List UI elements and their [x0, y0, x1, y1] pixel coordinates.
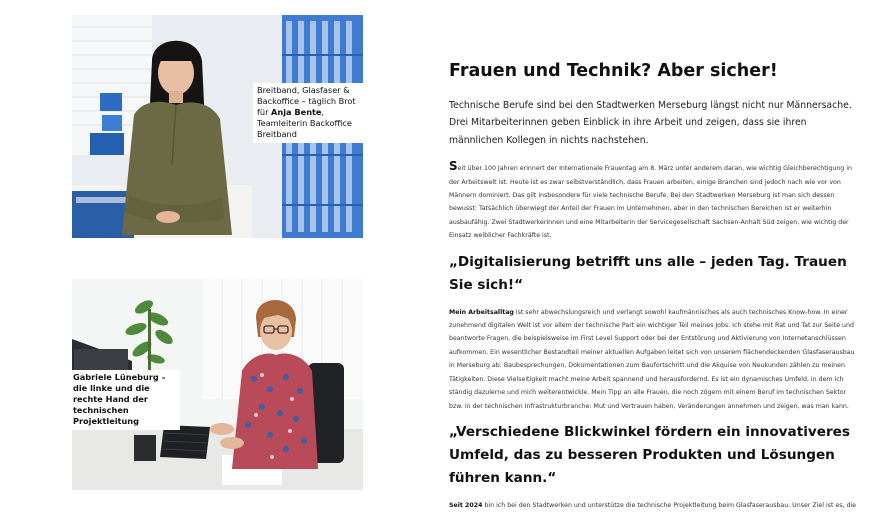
article-title: Frauen und Technik? Aber sicher!	[449, 61, 778, 81]
section-2-leadin: Seit 2024	[449, 501, 483, 509]
caption-role: , Teamleiterin Backoffice Breitband	[257, 107, 352, 139]
article-lead: Technische Berufe sind bei den Stadtwerken Merseburg längst nicht nur Männersache. Drei Mitarbeiterinnen geben Einblick in ihre Arbeit und zeigen, dass sie ihren männlichen Kollegen in nichts nachstehen.	[449, 100, 852, 146]
section-heading-2: „Verschiedene Blickwinkel fördern ein innovativeres Umfeld, das zu besseren Produkten und Lösungen führen kann.“	[449, 423, 850, 486]
drop-cap: S	[449, 159, 458, 174]
intro-text: eit über 100 Jahren erinnert der Internationale Frauentag am 8. März unter anderem daran, wie wichtig Gleichberechtigung in der Arbeitswelt ist. Heute ist es zwar selbstverständlich, dass Frauen arbeiten, einige Branchen sind jedoch nach wie vor von Männern dominiert. Das gilt insbesondere für viele technische Berufe. Bei den Stadtwerken Merseburg ist man sich dessen bewusst: Tatsächlich überwiegt der Anteil der Frauen im Unternehmen, aber in den technischen Bereichen ist er weiterhin ausbaufähig. Zwei Stadtwerkerinnen und eine Mitarbeiterin der Servicegesellschaft Sachsen-Anhalt Süd zeigen, wie wichtig der Einsatz weiblicher Fachkräfte ist.	[449, 165, 852, 240]
caption-name: Anja Bente	[271, 107, 322, 117]
photo-caption-anja-bente	[253, 83, 365, 143]
section-2-paragraph	[449, 499, 861, 512]
section-1-paragraph	[449, 306, 861, 413]
caption-text: – die linke und die rechte Hand der technischen Projektleitung	[73, 372, 166, 426]
caption-name: Gabriele Lüneburg	[73, 372, 159, 382]
article-intro-paragraph	[449, 161, 861, 242]
section-1-text: ist sehr abwechslungsreich und verlangt sowohl kaufmännisches als auch technisches Know-how. In einer zunehmend digitalen Welt ist vor allem der technische Part ein wichtiger Teil meines Jobs. Ich stehe mit Rat und Tat zur Seite und beantworte Fragen, die beispielsweise im First Level Support oder bei der Entstörung und Aktivierung von Internetanschlüssen aufkommen. Ein wesentlicher Bestandteil meiner aktuellen Aufgaben leitet sich von unserem flächendeckenden Glasfaserausbau in Merseburg ab: Baubesprechungen, Dokumentationen zum Baufortschritt und die Akquise von Neukunden zählen zu meinen Tätigkeiten. Diese Vielseitigkeit macht meine Arbeit spannend und herausfordernd. Es ist ein dynamisches Umfeld, in dem ich ständig dazulerne und mich weiterentwickle. Mein Tipp an alle Frauen, die noch zögern mit einem Beruf im technischen Sektor bzw. in der technischen Infrastrukturbranche: Mut und Vertrauen haben, Veränderungen annehmen und zeigen, was man kann.	[449, 308, 855, 410]
section-2-text: bin ich bei den Stadtwerken und unterstütze die technische Projektleitung beim Glasfaserausbau. Unser Ziel ist es, die	[482, 501, 857, 509]
caption-text: Breitband, Glasfaser & Backoffice – täglich Brot für	[257, 85, 356, 117]
photo-caption-gabriele-lueneburg	[70, 370, 180, 430]
article	[449, 58, 861, 512]
section-heading-1: „Digitalisierung betrifft uns alle – jeden Tag. Trauen Sie sich!“	[449, 253, 847, 293]
section-1-leadin: Mein Arbeitsalltag	[449, 308, 514, 316]
